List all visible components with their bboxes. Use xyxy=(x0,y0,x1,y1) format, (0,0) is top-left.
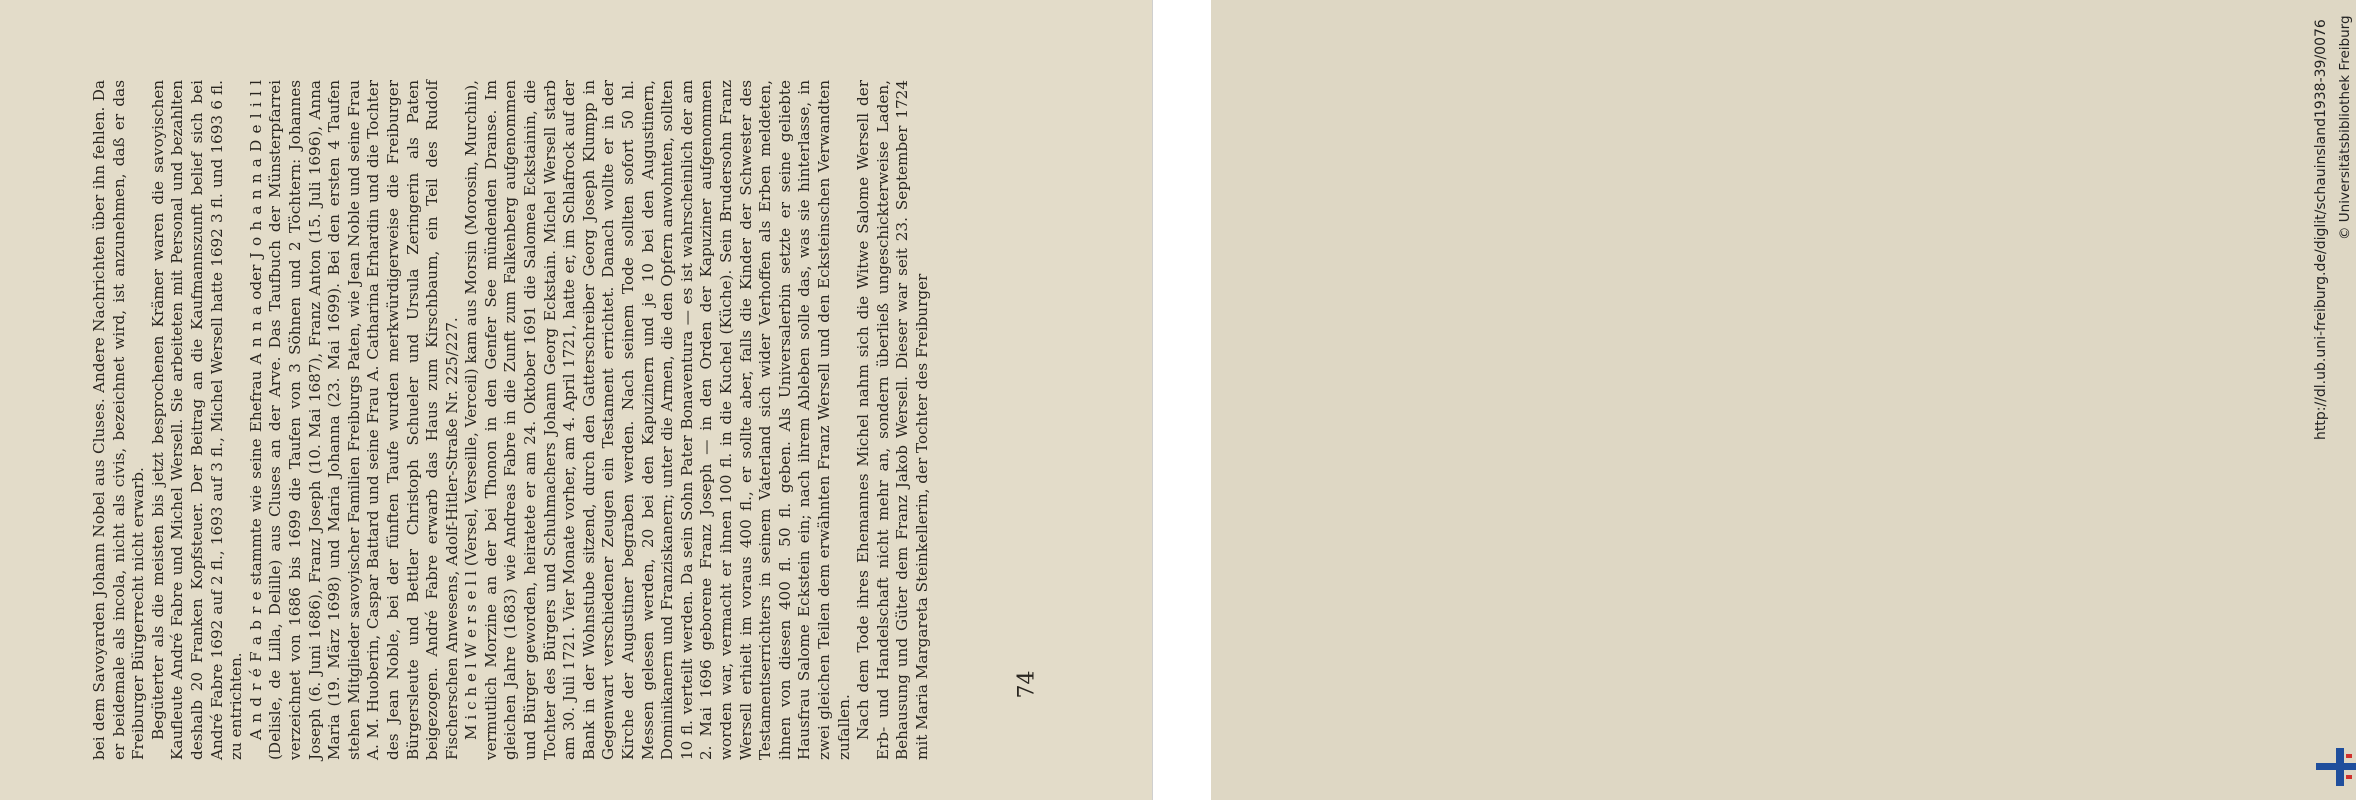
logo-mark-red-top xyxy=(2346,754,2352,758)
paragraph: Nach dem Tode ihres Ehemannes Michel nahm sich die Witwe Salome Wersell der Erb- und Handelschaft nicht mehr an, sondern überließ ungeschickterweise Laden, Behausung und Güter dem Franz Jakob Wersell. Dieser war seit 23. September 1724 mit Maria Margareta Steinkellerin, der Tochter des Freiburger xyxy=(854,80,931,760)
library-sidebar xyxy=(1152,0,2353,800)
ub-freiburg-logo-icon xyxy=(2316,748,2356,786)
logo-stem-blue xyxy=(2336,748,2344,786)
scanned-page xyxy=(0,0,1152,800)
paragraph: M i c h e l W e r s e l l (Versel, Verseille, Verceil) kam aus Morsin (Morosin, Murchin), vermutlich Morzine an der bei Thonon in den Genfer See mündenden Dranse. Im gleichen Jahre (1683) wie Andreas Fabre in die Zunft zum Falkenberg aufgenommen und Bürger geworden, heiratete er am 24. Oktober 1691 die Salomea Eckstainin, die Tochter des Bürgers und Schuhmachers Johann Georg Eckstain. Michel Wersell starb am 30. Juli 1721. Vier Monate vorher, am 4. April 1721, hatte er, im Schlafrock auf der Bank in der Wohnstube sitzend, durch den Gatterschreiber Georg Joseph Klumpp in Gegenwart verschiedener Zeugen ein Testament errichtet. Danach wollte er in der Kirche der Augustiner begraben werden. Nach seinem Tode sollten sofort 50 hl. Messen gelesen werden, 20 bei den Kapuzinern und je 10 bei den Augustinern, Dominikanern und Franziskanern; unter die Armen, die den Opfern anwohnten, sollten 10 fl. verteilt werden. Da sein Sohn Pater Bonaventura — es ist wahrscheinlich der am 2. Mai 1696 geborene Franz Joseph — in den Orden der Kapuziner aufgenommen worden war, vermacht er ihnen 100 fl. in die Kuchel (Küche). Sein Brudersohn Franz Wersell erhielt im voraus 400 fl., er sollte aber, falls die Kinder der Schwester des Testamentserrichters in seinem Vaterland sich wider Verhoffen als Erben meldeten, ihnen von diesen 400 fl. 50 fl. geben. Als Universalerbin setzte er seine geliebte Hausfrau Salome Eckstein ein; nach ihrem Ableben solle das, was sie hinterlasse, in zwei gleichen Teilen dem erwähnten Franz Wersell und den Ecksteinschen Verwandten zufallen. xyxy=(462,80,853,760)
page-text xyxy=(90,80,990,760)
logo-mark-red-bottom xyxy=(2346,775,2352,779)
copyright-credit: © Universitätsbibliothek Freiburg xyxy=(2337,15,2353,240)
paragraph: bei dem Savoyarden Johann Nobel aus Cluses. Andere Nachrichten über ihn fehlen. Da er beidemale als incola, nicht als civis, bezeichnet wird, ist anzunehmen, daß er das Freiburger Bürgerrecht nicht erwarb. xyxy=(90,80,148,760)
source-url-link[interactable]: http://dl.ub.uni-freiburg.de/diglit/schauinsland1938-39/0076 xyxy=(2313,19,2329,440)
paragraph: Begüterter als die meisten bis jetzt besprochenen Krämer waren die savoyischen Kaufleute André Fabre und Michel Wersell. Sie arbeiteten mit Personal und bezahlten deshalb 20 Franken Kopfsteuer. Der Beitrag an die Kaufmannszunft belief sich bei André Fabre 1692 auf 2 fl., 1693 auf 3 fl., Michel Wersell hatte 1692 3 fl. und 1693 6 fl. zu entrichten. xyxy=(148,80,246,760)
page-number: 74 xyxy=(1014,670,1040,699)
paragraph: A n d r é F a b r e stammte wie seine Ehefrau A n n a oder J o h a n n a D e l i l l (Delisle, de Lilla, Delille) aus Cluses an der Arve. Das Taufbuch der Münsterpfarrei verzeichnet von 1686 bis 1699 die Taufen von 3 Söhnen und 2 Töchtern: Johannes Joseph (6. Juni 1686), Franz Joseph (10. Mai 1687), Franz Anton (15. Juli 1696), Anna Maria (19. März 1698) und Maria Johanna (23. Mai 1699). Bei den ersten 4 Taufen stehen Mitglieder savoyischer Familien Freiburgs Paten, wie Jean Noble und seine Frau A. M. Huoberin, Caspar Battard und seine Frau A. Catharina Erhardin und die Tochter des Jean Noble, bei der fünften Taufe wurden merkwürdigerweise die Freiburger Bürgersleute und Bettler Christoph Schueler und Ursula Zeringerin als Paten beigezogen. André Fabre erwarb das Haus zum Kirschbaum, ein Teil des Rudolf Fischerschen Anwesens, Adolf-Hitler-Straße Nr. 225/227. xyxy=(246,80,461,760)
